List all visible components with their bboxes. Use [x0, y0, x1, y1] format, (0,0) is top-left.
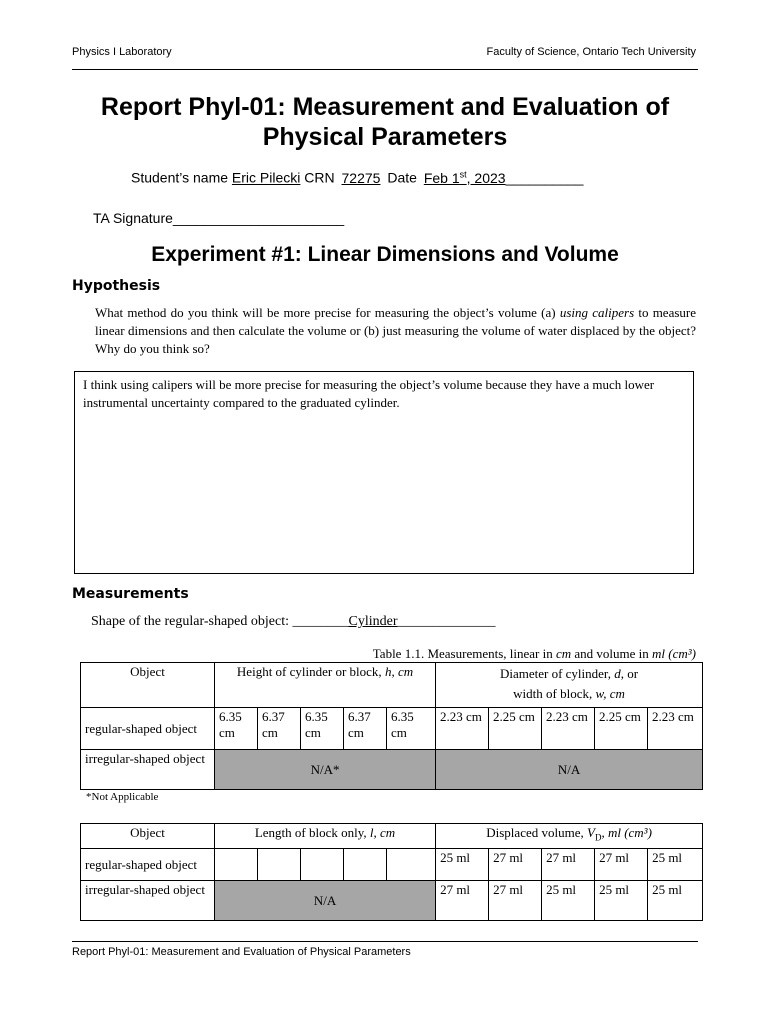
volume-cell[interactable]: 27 ml — [489, 849, 542, 881]
length-cell[interactable] — [301, 849, 344, 881]
height-cell[interactable]: 6.37 cm — [258, 708, 301, 750]
ta-signature — [93, 210, 344, 226]
table2-row-regular-label: regular-shaped object — [81, 849, 215, 881]
header-rule — [72, 69, 698, 70]
footer-text: Report Phyl-01: Measurement and Evaluation of Physical Parameters — [72, 946, 411, 958]
student-info-line — [131, 169, 583, 186]
height-cell[interactable]: 6.35 cm — [215, 708, 258, 750]
height-cell[interactable]: 6.35 cm — [387, 708, 436, 750]
measurements-heading: Measurements — [72, 586, 189, 602]
volume-cell[interactable]: 25 ml — [595, 881, 648, 921]
diameter-cell[interactable]: 2.23 cm — [648, 708, 703, 750]
shape-line — [91, 614, 495, 630]
diameter-cell[interactable]: 2.25 cm — [595, 708, 648, 750]
height-cell[interactable]: 6.35 cm — [301, 708, 344, 750]
table1-row-irregular — [81, 750, 703, 790]
hypothesis-question: What method do you think will be more precise for measuring the object’s volume (a) using calipers to measure linear dimensions and then calculate the volume or (b) just measuring the volume of water displaced by the object? Why do you think so? — [95, 305, 696, 356]
table1-irregular-height-na: N/A* — [215, 750, 436, 790]
height-cell[interactable]: 6.37 cm — [344, 708, 387, 750]
table2-col-object: Object — [81, 824, 215, 849]
volume-cell[interactable]: 27 ml — [489, 881, 542, 921]
length-cell[interactable] — [387, 849, 436, 881]
ta-signature-blank: ______________________ — [172, 210, 345, 226]
diameter-cell[interactable]: 2.25 cm — [489, 708, 542, 750]
table1-col-height: Height of cylinder or block, h, cm — [215, 663, 436, 708]
shape-label: Shape of the regular-shaped object: — [91, 614, 289, 629]
experiment-title: Experiment #1: Linear Dimensions and Volume — [151, 243, 619, 266]
volume-cell[interactable]: 27 ml — [436, 881, 489, 921]
table-caption: Table 1.1. Measurements, linear in cm and volume in ml (cm³) — [372, 646, 696, 661]
footer-rule — [72, 941, 698, 942]
measurements-table-1 — [80, 662, 703, 790]
table1-row-irregular-label: irregular-shaped object — [81, 750, 215, 790]
volume-cell[interactable]: 25 ml — [648, 849, 703, 881]
length-cell[interactable] — [215, 849, 258, 881]
table2-row-regular — [81, 849, 703, 881]
measurements-table-2 — [80, 823, 703, 921]
header-left: Physics I Laboratory — [72, 46, 172, 58]
table2-irregular-length-na: N/A — [215, 881, 436, 921]
student-name-label: Student’s name — [131, 169, 229, 186]
table1-header-row — [81, 663, 703, 708]
date-label: Date — [387, 169, 417, 186]
date-value: Feb 1st, 2023 — [423, 169, 506, 186]
shape-value: Cylinder — [348, 614, 398, 629]
ta-signature-label: TA Signature — [93, 210, 173, 226]
table2-col-volume: Displaced volume, $V_D$, ml (cm³) — [436, 824, 703, 849]
table1-irregular-diameter-na: N/A — [436, 750, 703, 790]
hypothesis-answer-box[interactable]: I think using calipers will be more precise for measuring the object’s volume because they have a much lower instrumental uncertainty compared to the graduated cylinder. — [74, 371, 694, 574]
crn-value: 72275 — [341, 169, 381, 186]
title-line-2: Physical Parameters — [262, 123, 508, 151]
date-blank: __________ — [505, 169, 584, 186]
diameter-cell[interactable]: 2.23 cm — [542, 708, 595, 750]
crn-label: CRN — [304, 169, 335, 186]
table2-row-irregular-label: irregular-shaped object — [81, 881, 215, 921]
volume-cell[interactable]: 27 ml — [595, 849, 648, 881]
header-right: Faculty of Science, Ontario Tech University — [486, 46, 696, 58]
report-title — [72, 92, 698, 152]
diameter-cell[interactable]: 2.23 cm — [436, 708, 489, 750]
volume-cell[interactable]: 25 ml — [542, 881, 595, 921]
table2-header-row — [81, 824, 703, 849]
title-line-1: Report Phyl-01: Measurement and Evaluation of — [100, 93, 670, 121]
table1-col-diameter: Diameter of cylinder, d, or width of block, w, cm — [436, 663, 703, 708]
table1-row-regular — [81, 708, 703, 750]
student-name-value: Eric Pilecki — [231, 169, 301, 186]
table1-col-object: Object — [81, 663, 215, 708]
shape-blank-pre: ________ — [292, 614, 349, 629]
table2-col-length: Length of block only, l, cm — [215, 824, 436, 849]
table2-row-irregular — [81, 881, 703, 921]
shape-blank-post: ______________ — [397, 614, 496, 629]
volume-cell[interactable]: 27 ml — [542, 849, 595, 881]
length-cell[interactable] — [344, 849, 387, 881]
length-cell[interactable] — [258, 849, 301, 881]
table1-footnote: *Not Applicable — [86, 791, 159, 803]
table1-row-regular-label: regular-shaped object — [81, 708, 215, 750]
volume-cell[interactable]: 25 ml — [648, 881, 703, 921]
hypothesis-heading: Hypothesis — [72, 278, 161, 294]
volume-cell[interactable]: 25 ml — [436, 849, 489, 881]
